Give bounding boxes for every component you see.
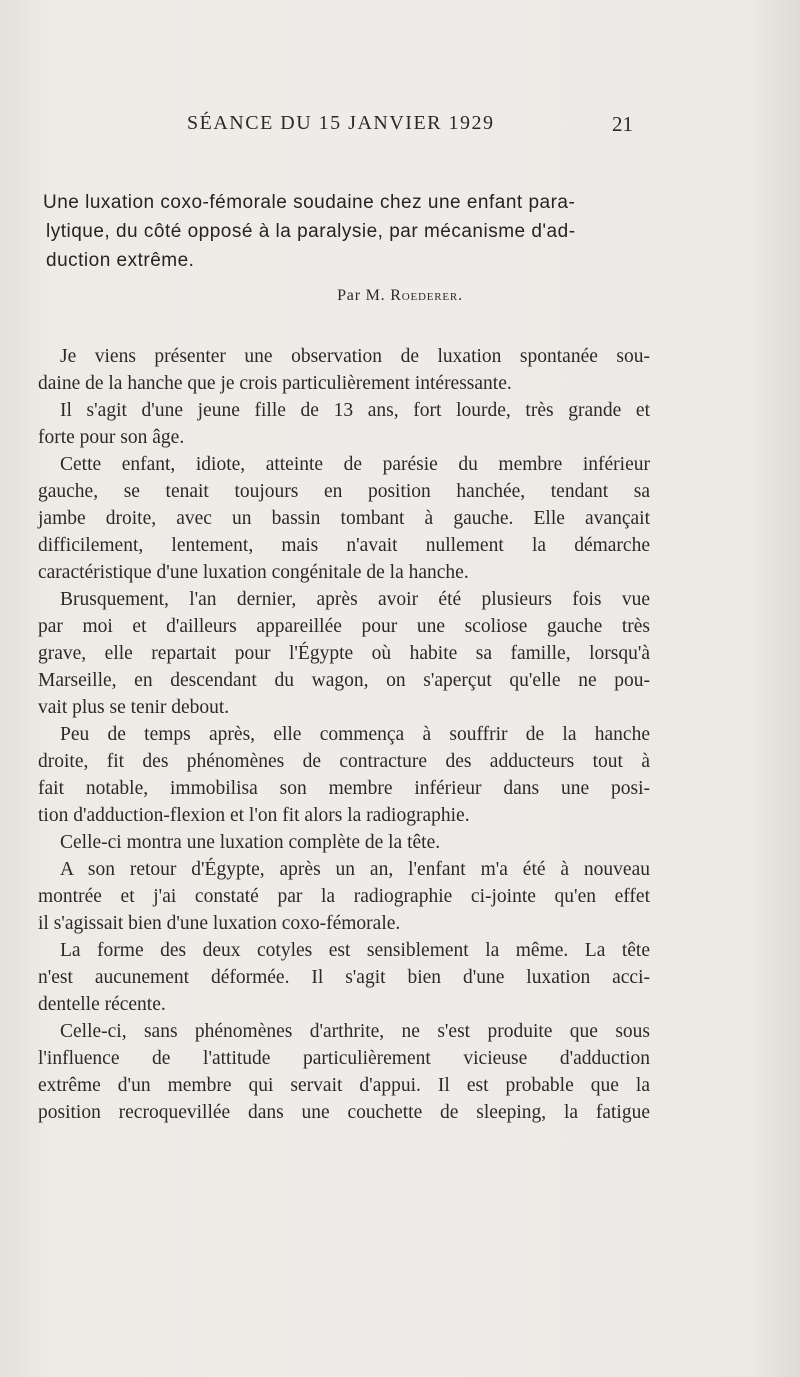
body-text-line: Je viens présenter une observation de luxation spontanée sou- (60, 346, 650, 367)
body-text-line: La forme des deux cotyles est sensiblement la même. La tête (60, 940, 650, 961)
body-text-line: Peu de temps après, elle commença à souffrir de la hanche (60, 724, 650, 745)
body-text-line: gauche, se tenait toujours en position hanchée, tendant sa (38, 481, 650, 502)
article-title-line: Une luxation coxo-fémorale soudaine chez une enfant para- (43, 192, 576, 213)
body-text-line: Brusquement, l'an dernier, après avoir été plusieurs fois vue (60, 589, 650, 610)
body-text-line: Cette enfant, idiote, atteinte de parésie du membre inférieur (60, 454, 650, 475)
body-text-line: A son retour d'Égypte, après un an, l'enfant m'a été à nouveau (60, 859, 650, 880)
body-text-line: position recroquevillée dans une couchette de sleeping, la fatigue (38, 1102, 650, 1123)
body-text-line: Celle-ci montra une luxation complète de la tête. (60, 832, 441, 853)
article-title (43, 188, 661, 275)
body-text-line: grave, elle repartait pour l'Égypte où habite sa famille, lorsqu'à (38, 643, 650, 664)
running-head-title: SÉANCE DU 15 JANVIER 1929 (187, 112, 495, 134)
body-text-line: Il s'agit d'une jeune fille de 13 ans, fort lourde, très grande et (60, 400, 650, 421)
body-text-line: tion d'adduction-flexion et l'on fit alors la radiographie. (38, 805, 470, 826)
body-text-line: jambe droite, avec un bassin tombant à gauche. Elle avançait (38, 508, 650, 529)
body-text-line: Marseille, en descendant du wagon, on s'aperçut qu'elle ne pou- (38, 670, 650, 691)
byline (0, 287, 800, 305)
body-text-line: dentelle récente. (38, 994, 166, 1015)
author-name: Roederer. (390, 287, 463, 304)
body-text-line: n'est aucunement déformée. Il s'agit bien d'une luxation acci- (38, 967, 650, 988)
running-head (0, 112, 800, 142)
article-title-line: duction extrême. (46, 250, 195, 271)
body-text-line: droite, fit des phénomènes de contracture des adducteurs tout à (38, 751, 650, 772)
article-body (38, 343, 650, 1126)
body-text-line: montrée et j'ai constaté par la radiographie ci-jointe qu'en effet (38, 886, 650, 907)
page-number: 21 (612, 112, 633, 136)
body-text-line: vait plus se tenir debout. (38, 697, 230, 718)
body-text-line: il s'agissait bien d'une luxation coxo-fémorale. (38, 913, 401, 934)
body-text-line: caractéristique d'une luxation congénitale de la hanche. (38, 562, 469, 583)
body-text-line: extrême d'un membre qui servait d'appui. Il est probable que la (38, 1075, 650, 1096)
body-text-line: difficilement, lentement, mais n'avait nullement la démarche (38, 535, 650, 556)
article-title-line: lytique, du côté opposé à la paralysie, par mécanisme d'ad- (46, 221, 576, 242)
body-text-line: daine de la hanche que je crois particulièrement intéressante. (38, 373, 512, 394)
body-text-line: l'influence de l'attitude particulièrement vicieuse d'adduction (38, 1048, 650, 1069)
body-text-line: Celle-ci, sans phénomènes d'arthrite, ne s'est produite que sous (60, 1021, 650, 1042)
body-text-line: forte pour son âge. (38, 427, 185, 448)
byline-prefix: Par M. (337, 287, 386, 304)
body-text-line: fait notable, immobilisa son membre inférieur dans une posi- (38, 778, 650, 799)
body-text-line: par moi et d'ailleurs appareillée pour une scoliose gauche très (38, 616, 650, 637)
